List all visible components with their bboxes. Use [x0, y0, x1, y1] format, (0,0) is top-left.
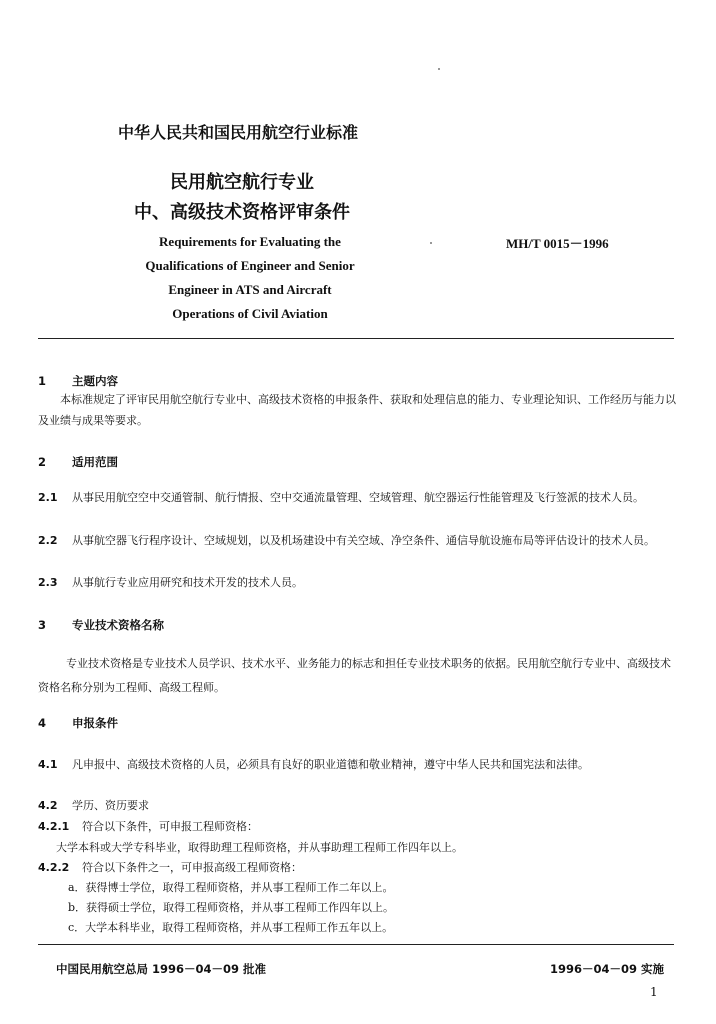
title-cn-line-1: 民用航空航行专业	[170, 172, 314, 193]
effective-date: 1996－04－09 实施	[550, 962, 665, 976]
section-2-heading: 2 适用范围	[38, 455, 118, 469]
section-3-body: 专业技术资格是专业技术人员学识、技术水平、业务能力的标志和担任专业技术职务的依据。民用航空航行专业中、高级技术资格名称分别为工程师、高级工程师。	[38, 657, 671, 694]
title-en-line: Operations of Civil Aviation	[172, 306, 328, 321]
clause-4-2-2-item-c: c．大学本科毕业，取得工程师资格，并从事工程师工作五年以上。	[68, 921, 394, 934]
page-number: 1	[650, 985, 658, 999]
clause-4-2-1: 4.2.1 符合以下条件，可申报工程师资格：	[38, 820, 258, 833]
clause-4-2: 4.2 学历、资历要求	[38, 799, 149, 812]
title-en-line: Qualifications of Engineer and Senior	[145, 258, 355, 273]
section-1-heading: 1 主题内容	[38, 374, 118, 388]
scan-speck	[438, 68, 440, 70]
clause-2-1: 2.1 从事民用航空空中交通管制、航行情报、空中交通流量管理、空域管理、航空器运行性能管理及飞行签派的技术人员。	[38, 491, 644, 504]
clause-2-3: 2.3 从事航行专业应用研究和技术开发的技术人员。	[38, 576, 303, 589]
section-1-body: 本标准规定了评审民用航空航行专业中、高级技术资格的申报条件、获取和处理信息的能力、专业理论知识、工作经历与能力以及业绩与成果等要求。	[38, 393, 676, 427]
standard-code: MH/T 0015－1996	[506, 236, 609, 251]
title-cn-line-2: 中、高级技术资格评审条件	[134, 202, 350, 223]
footer-divider	[38, 944, 674, 945]
title-en-line: Requirements for Evaluating the	[159, 234, 341, 249]
clause-4-2-2-item-b: b．获得硕士学位，取得工程师资格，并从事工程师工作四年以上。	[68, 901, 395, 914]
header-divider	[38, 338, 674, 339]
section-3-heading: 3 专业技术资格名称	[38, 618, 164, 632]
clause-4-1: 4.1 凡申报中、高级技术资格的人员，必须具有良好的职业道德和敬业精神，遵守中华人民共和国宪法和法律。	[38, 758, 589, 771]
scan-speck	[430, 242, 432, 244]
approval-line: 中国民用航空总局 1996－04－09 批准	[56, 962, 267, 976]
title-en-line: Engineer in ATS and Aircraft	[168, 282, 332, 297]
title-en-block	[126, 230, 374, 326]
clause-4-2-2-item-a: a．获得博士学位，取得工程师资格，并从事工程师工作二年以上。	[68, 881, 394, 894]
section-4-heading: 4 申报条件	[38, 716, 118, 730]
clause-2-2: 2.2 从事航空器飞行程序设计、空域规划，以及机场建设中有关空域、净空条件、通信导航设施布局等评估设计的技术人员。	[38, 534, 655, 547]
standard-line: 中华人民共和国民用航空行业标准	[118, 123, 359, 142]
clause-4-2-2: 4.2.2 符合以下条件之一，可申报高级工程师资格：	[38, 861, 302, 874]
clause-4-2-1-detail: 大学本科或大学专科毕业，取得助理工程师资格，并从事助理工程师工作四年以上。	[56, 841, 463, 854]
